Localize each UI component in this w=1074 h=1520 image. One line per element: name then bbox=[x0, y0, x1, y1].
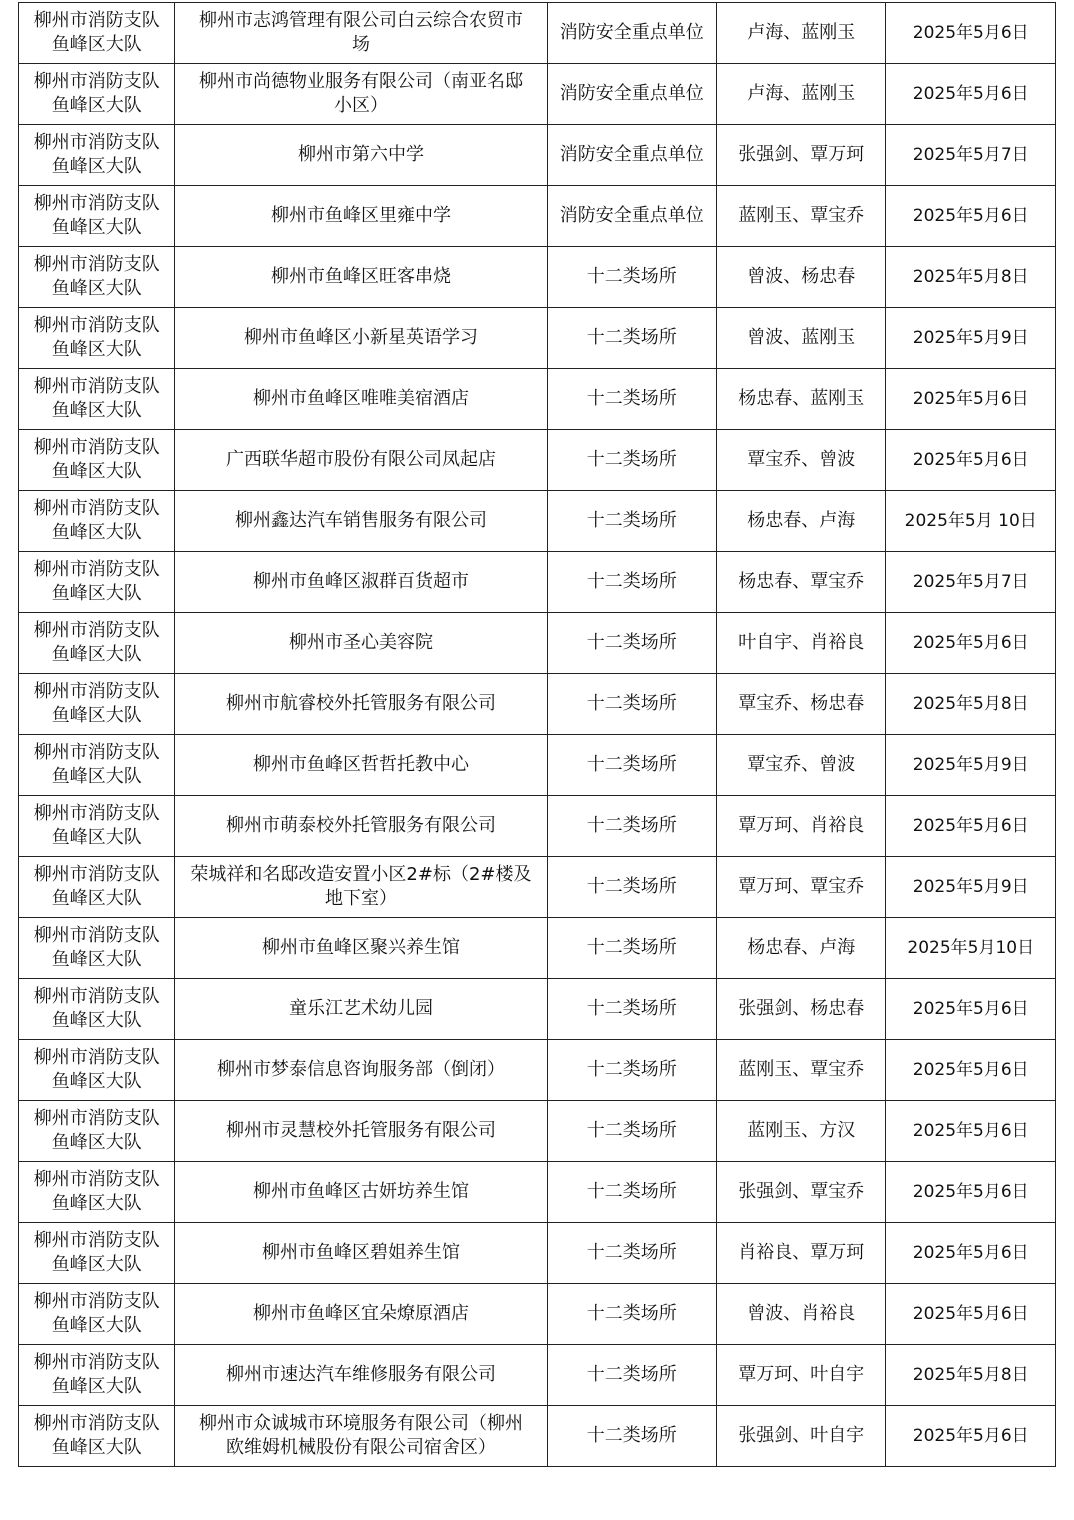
place-name-cell-line: 柳州市志鸿管理有限公司白云综合农贸市 bbox=[198, 10, 523, 31]
inspection-date-cell: 2025年5月6日 bbox=[886, 1040, 1056, 1101]
inspection-date-cell: 2025年5月6日 bbox=[886, 613, 1056, 674]
inspection-date-cell: 2025年5月7日 bbox=[886, 552, 1056, 613]
place-name-cell bbox=[175, 735, 547, 796]
unit-cell-line: 柳州市消防支队 bbox=[33, 1413, 160, 1434]
place-name-cell-line: 柳州市鱼峰区里雍中学 bbox=[270, 205, 451, 226]
inspection-date-cell: 2025年5月10日 bbox=[886, 918, 1056, 979]
table-row bbox=[19, 1040, 1056, 1101]
unit-cell-line: 柳州市消防支队 bbox=[33, 193, 160, 214]
unit-cell-line: 鱼峰区大队 bbox=[51, 1132, 142, 1153]
place-name-cell bbox=[175, 430, 547, 491]
place-name-cell bbox=[175, 3, 547, 64]
unit-cell-line: 柳州市消防支队 bbox=[33, 864, 160, 885]
unit-cell-line: 柳州市消防支队 bbox=[33, 986, 160, 1007]
table-row bbox=[19, 857, 1056, 918]
unit-cell-line: 鱼峰区大队 bbox=[51, 1254, 142, 1275]
inspection-date-cell: 2025年5月9日 bbox=[886, 857, 1056, 918]
inspection-date-cell: 2025年5月6日 bbox=[886, 1223, 1056, 1284]
unit-cell bbox=[19, 1162, 175, 1223]
place-name-cell-line: 地下室） bbox=[324, 888, 397, 909]
inspectors-cell: 卢海、蓝刚玉 bbox=[716, 3, 885, 64]
inspection-date-cell: 2025年5月6日 bbox=[886, 64, 1056, 125]
place-type-cell: 十二类场所 bbox=[547, 1406, 716, 1467]
inspectors-cell: 曾波、杨忠春 bbox=[716, 247, 885, 308]
inspectors-cell: 杨忠春、蓝刚玉 bbox=[716, 369, 885, 430]
place-type-cell: 十二类场所 bbox=[547, 1101, 716, 1162]
table-row bbox=[19, 186, 1056, 247]
place-name-cell-line: 柳州市鱼峰区唯唯美宿酒店 bbox=[252, 388, 469, 409]
table-row bbox=[19, 308, 1056, 369]
inspection-date-cell: 2025年5月6日 bbox=[886, 369, 1056, 430]
place-name-cell-line: 柳州市圣心美容院 bbox=[288, 632, 433, 653]
unit-cell-line: 鱼峰区大队 bbox=[51, 949, 142, 970]
unit-cell bbox=[19, 491, 175, 552]
inspection-date-cell: 2025年5月6日 bbox=[886, 1162, 1056, 1223]
unit-cell-line: 柳州市消防支队 bbox=[33, 742, 160, 763]
place-name-cell-line: 柳州市尚德物业服务有限公司（南亚名邸 bbox=[198, 71, 523, 92]
table-row bbox=[19, 674, 1056, 735]
table-row bbox=[19, 64, 1056, 125]
place-name-cell bbox=[175, 64, 547, 125]
inspection-date-cell: 2025年5月9日 bbox=[886, 308, 1056, 369]
unit-cell-line: 柳州市消防支队 bbox=[33, 254, 160, 275]
unit-cell bbox=[19, 918, 175, 979]
place-name-cell-line: 柳州市速达汽车维修服务有限公司 bbox=[225, 1364, 496, 1385]
table-row bbox=[19, 552, 1056, 613]
inspectors-cell: 覃万珂、覃宝乔 bbox=[716, 857, 885, 918]
unit-cell-line: 柳州市消防支队 bbox=[33, 1169, 160, 1190]
table-row bbox=[19, 3, 1056, 64]
table-row bbox=[19, 1101, 1056, 1162]
table-row bbox=[19, 979, 1056, 1040]
place-name-cell-line: 广西联华超市股份有限公司凤起店 bbox=[225, 449, 496, 470]
inspectors-cell: 蓝刚玉、覃宝乔 bbox=[716, 186, 885, 247]
place-name-cell-line: 荣城祥和名邸改造安置小区2#标（2#楼及 bbox=[190, 864, 532, 885]
inspectors-cell: 张强剑、覃宝乔 bbox=[716, 1162, 885, 1223]
inspection-date-cell: 2025年5月6日 bbox=[886, 1101, 1056, 1162]
unit-cell-line: 柳州市消防支队 bbox=[33, 437, 160, 458]
inspectors-cell: 张强剑、叶自宇 bbox=[716, 1406, 885, 1467]
unit-cell-line: 鱼峰区大队 bbox=[51, 1071, 142, 1092]
place-name-cell bbox=[175, 1162, 547, 1223]
place-name-cell bbox=[175, 125, 547, 186]
place-name-cell bbox=[175, 552, 547, 613]
place-type-cell: 十二类场所 bbox=[547, 1040, 716, 1101]
place-name-cell-line: 童乐江艺术幼儿园 bbox=[288, 998, 433, 1019]
inspection-date-cell: 2025年5月 10日 bbox=[886, 491, 1056, 552]
unit-cell-line: 鱼峰区大队 bbox=[51, 278, 142, 299]
unit-cell-line: 鱼峰区大队 bbox=[51, 217, 142, 238]
table-row bbox=[19, 1406, 1056, 1467]
unit-cell bbox=[19, 613, 175, 674]
unit-cell-line: 鱼峰区大队 bbox=[51, 888, 142, 909]
inspectors-cell: 张强剑、杨忠春 bbox=[716, 979, 885, 1040]
place-name-cell-line: 场 bbox=[351, 34, 370, 55]
inspectors-cell: 杨忠春、卢海 bbox=[716, 918, 885, 979]
place-type-cell: 十二类场所 bbox=[547, 1284, 716, 1345]
table-row bbox=[19, 796, 1056, 857]
unit-cell-line: 鱼峰区大队 bbox=[51, 461, 142, 482]
place-name-cell-line: 柳州市鱼峰区古妍坊养生馆 bbox=[252, 1181, 469, 1202]
unit-cell bbox=[19, 735, 175, 796]
place-name-cell bbox=[175, 918, 547, 979]
unit-cell-line: 柳州市消防支队 bbox=[33, 1291, 160, 1312]
place-name-cell bbox=[175, 1223, 547, 1284]
unit-cell bbox=[19, 64, 175, 125]
place-type-cell: 十二类场所 bbox=[547, 918, 716, 979]
place-type-cell: 十二类场所 bbox=[547, 369, 716, 430]
inspection-date-cell: 2025年5月8日 bbox=[886, 674, 1056, 735]
place-name-cell-line: 柳州市鱼峰区旺客串烧 bbox=[270, 266, 451, 287]
place-type-cell: 十二类场所 bbox=[547, 247, 716, 308]
place-name-cell-line: 柳州鑫达汽车销售服务有限公司 bbox=[234, 510, 487, 531]
place-name-cell bbox=[175, 796, 547, 857]
place-name-cell bbox=[175, 247, 547, 308]
unit-cell bbox=[19, 247, 175, 308]
unit-cell-line: 柳州市消防支队 bbox=[33, 1230, 160, 1251]
place-type-cell: 十二类场所 bbox=[547, 979, 716, 1040]
place-type-cell: 十二类场所 bbox=[547, 1223, 716, 1284]
place-name-cell-line: 柳州市鱼峰区小新星英语学习 bbox=[243, 327, 478, 348]
unit-cell-line: 鱼峰区大队 bbox=[51, 400, 142, 421]
place-name-cell bbox=[175, 1345, 547, 1406]
unit-cell bbox=[19, 186, 175, 247]
unit-cell-line: 柳州市消防支队 bbox=[33, 10, 160, 31]
unit-cell-line: 鱼峰区大队 bbox=[51, 1315, 142, 1336]
unit-cell-line: 柳州市消防支队 bbox=[33, 620, 160, 641]
unit-cell-line: 鱼峰区大队 bbox=[51, 827, 142, 848]
place-name-cell bbox=[175, 491, 547, 552]
unit-cell-line: 鱼峰区大队 bbox=[51, 1193, 142, 1214]
place-name-cell-line: 柳州市鱼峰区哲哲托教中心 bbox=[252, 754, 469, 775]
unit-cell bbox=[19, 552, 175, 613]
place-type-cell: 十二类场所 bbox=[547, 1345, 716, 1406]
unit-cell-line: 柳州市消防支队 bbox=[33, 925, 160, 946]
inspection-date-cell: 2025年5月6日 bbox=[886, 3, 1056, 64]
inspection-date-cell: 2025年5月7日 bbox=[886, 125, 1056, 186]
unit-cell-line: 柳州市消防支队 bbox=[33, 376, 160, 397]
unit-cell bbox=[19, 3, 175, 64]
unit-cell bbox=[19, 1345, 175, 1406]
unit-cell-line: 柳州市消防支队 bbox=[33, 132, 160, 153]
inspection-date-cell: 2025年5月6日 bbox=[886, 186, 1056, 247]
place-name-cell-line: 柳州市众诚城市环境服务有限公司（柳州 bbox=[198, 1413, 523, 1434]
place-type-cell: 消防安全重点单位 bbox=[547, 125, 716, 186]
place-type-cell: 消防安全重点单位 bbox=[547, 186, 716, 247]
place-type-cell: 十二类场所 bbox=[547, 308, 716, 369]
unit-cell-line: 柳州市消防支队 bbox=[33, 1108, 160, 1129]
place-name-cell-line: 柳州市航睿校外托管服务有限公司 bbox=[225, 693, 496, 714]
unit-cell-line: 柳州市消防支队 bbox=[33, 681, 160, 702]
unit-cell bbox=[19, 857, 175, 918]
unit-cell bbox=[19, 1040, 175, 1101]
place-type-cell: 十二类场所 bbox=[547, 613, 716, 674]
unit-cell-line: 鱼峰区大队 bbox=[51, 34, 142, 55]
place-name-cell bbox=[175, 979, 547, 1040]
inspection-date-cell: 2025年5月6日 bbox=[886, 1406, 1056, 1467]
inspectors-cell: 张强剑、覃万珂 bbox=[716, 125, 885, 186]
place-name-cell-line: 柳州市鱼峰区碧姐养生馆 bbox=[261, 1242, 460, 1263]
unit-cell-line: 鱼峰区大队 bbox=[51, 522, 142, 543]
unit-cell bbox=[19, 796, 175, 857]
place-type-cell: 消防安全重点单位 bbox=[547, 3, 716, 64]
table-row bbox=[19, 247, 1056, 308]
inspectors-cell: 叶自宇、肖裕良 bbox=[716, 613, 885, 674]
table-row bbox=[19, 735, 1056, 796]
unit-cell bbox=[19, 1406, 175, 1467]
inspection-date-cell: 2025年5月6日 bbox=[886, 430, 1056, 491]
place-name-cell bbox=[175, 1101, 547, 1162]
inspectors-cell: 杨忠春、卢海 bbox=[716, 491, 885, 552]
place-name-cell-line: 柳州市萌泰校外托管服务有限公司 bbox=[225, 815, 496, 836]
unit-cell-line: 鱼峰区大队 bbox=[51, 766, 142, 787]
inspection-date-cell: 2025年5月6日 bbox=[886, 796, 1056, 857]
unit-cell-line: 鱼峰区大队 bbox=[51, 95, 142, 116]
unit-cell-line: 鱼峰区大队 bbox=[51, 156, 142, 177]
place-type-cell: 十二类场所 bbox=[547, 491, 716, 552]
place-name-cell bbox=[175, 857, 547, 918]
unit-cell bbox=[19, 1101, 175, 1162]
unit-cell-line: 鱼峰区大队 bbox=[51, 1010, 142, 1031]
place-type-cell: 十二类场所 bbox=[547, 552, 716, 613]
place-name-cell bbox=[175, 369, 547, 430]
table-row bbox=[19, 1345, 1056, 1406]
unit-cell bbox=[19, 430, 175, 491]
unit-cell-line: 鱼峰区大队 bbox=[51, 339, 142, 360]
place-type-cell: 消防安全重点单位 bbox=[547, 64, 716, 125]
unit-cell-line: 柳州市消防支队 bbox=[33, 1047, 160, 1068]
table-row bbox=[19, 918, 1056, 979]
inspection-date-cell: 2025年5月8日 bbox=[886, 247, 1056, 308]
place-name-cell bbox=[175, 1040, 547, 1101]
place-name-cell-line: 柳州市鱼峰区淑群百货超市 bbox=[252, 571, 469, 592]
table-row bbox=[19, 1284, 1056, 1345]
table-row bbox=[19, 369, 1056, 430]
inspectors-cell: 肖裕良、覃万珂 bbox=[716, 1223, 885, 1284]
inspection-table-body bbox=[19, 3, 1056, 1467]
unit-cell bbox=[19, 369, 175, 430]
unit-cell bbox=[19, 1284, 175, 1345]
place-name-cell bbox=[175, 674, 547, 735]
unit-cell bbox=[19, 125, 175, 186]
inspectors-cell: 蓝刚玉、覃宝乔 bbox=[716, 1040, 885, 1101]
inspectors-cell: 曾波、肖裕良 bbox=[716, 1284, 885, 1345]
inspectors-cell: 卢海、蓝刚玉 bbox=[716, 64, 885, 125]
inspection-table bbox=[18, 2, 1056, 1467]
unit-cell-line: 鱼峰区大队 bbox=[51, 644, 142, 665]
place-type-cell: 十二类场所 bbox=[547, 674, 716, 735]
table-row bbox=[19, 1223, 1056, 1284]
place-name-cell bbox=[175, 1406, 547, 1467]
place-name-cell-line: 柳州市灵慧校外托管服务有限公司 bbox=[225, 1120, 496, 1141]
inspectors-cell: 杨忠春、覃宝乔 bbox=[716, 552, 885, 613]
unit-cell-line: 柳州市消防支队 bbox=[33, 1352, 160, 1373]
table-row bbox=[19, 491, 1056, 552]
place-name-cell-line: 柳州市鱼峰区宜朵燎原酒店 bbox=[252, 1303, 469, 1324]
unit-cell-line: 柳州市消防支队 bbox=[33, 803, 160, 824]
place-name-cell bbox=[175, 308, 547, 369]
inspectors-cell: 覃万珂、叶自宇 bbox=[716, 1345, 885, 1406]
unit-cell-line: 柳州市消防支队 bbox=[33, 498, 160, 519]
unit-cell-line: 鱼峰区大队 bbox=[51, 1437, 142, 1458]
unit-cell-line: 柳州市消防支队 bbox=[33, 315, 160, 336]
place-name-cell bbox=[175, 186, 547, 247]
unit-cell bbox=[19, 308, 175, 369]
table-row bbox=[19, 125, 1056, 186]
place-name-cell-line: 小区） bbox=[333, 95, 388, 116]
place-name-cell-line: 柳州市第六中学 bbox=[297, 144, 424, 165]
inspection-date-cell: 2025年5月8日 bbox=[886, 1345, 1056, 1406]
place-type-cell: 十二类场所 bbox=[547, 857, 716, 918]
table-row bbox=[19, 1162, 1056, 1223]
inspectors-cell: 蓝刚玉、方汉 bbox=[716, 1101, 885, 1162]
unit-cell-line: 柳州市消防支队 bbox=[33, 559, 160, 580]
unit-cell bbox=[19, 674, 175, 735]
unit-cell bbox=[19, 1223, 175, 1284]
unit-cell-line: 鱼峰区大队 bbox=[51, 1376, 142, 1397]
unit-cell bbox=[19, 979, 175, 1040]
place-type-cell: 十二类场所 bbox=[547, 430, 716, 491]
inspectors-cell: 覃宝乔、曾波 bbox=[716, 735, 885, 796]
unit-cell-line: 柳州市消防支队 bbox=[33, 71, 160, 92]
table-row bbox=[19, 430, 1056, 491]
unit-cell-line: 鱼峰区大队 bbox=[51, 583, 142, 604]
place-type-cell: 十二类场所 bbox=[547, 735, 716, 796]
unit-cell-line: 鱼峰区大队 bbox=[51, 705, 142, 726]
table-row bbox=[19, 613, 1056, 674]
inspectors-cell: 覃万珂、肖裕良 bbox=[716, 796, 885, 857]
place-name-cell bbox=[175, 1284, 547, 1345]
inspectors-cell: 曾波、蓝刚玉 bbox=[716, 308, 885, 369]
place-name-cell-line: 柳州市梦泰信息咨询服务部（倒闭） bbox=[216, 1059, 505, 1080]
place-name-cell-line: 欧维姆机械股份有限公司宿舍区） bbox=[225, 1437, 496, 1458]
place-type-cell: 十二类场所 bbox=[547, 796, 716, 857]
inspectors-cell: 覃宝乔、杨忠春 bbox=[716, 674, 885, 735]
inspection-date-cell: 2025年5月6日 bbox=[886, 979, 1056, 1040]
inspection-date-cell: 2025年5月6日 bbox=[886, 1284, 1056, 1345]
inspectors-cell: 覃宝乔、曾波 bbox=[716, 430, 885, 491]
place-name-cell bbox=[175, 613, 547, 674]
place-type-cell: 十二类场所 bbox=[547, 1162, 716, 1223]
place-name-cell-line: 柳州市鱼峰区聚兴养生馆 bbox=[261, 937, 460, 958]
inspection-date-cell: 2025年5月9日 bbox=[886, 735, 1056, 796]
